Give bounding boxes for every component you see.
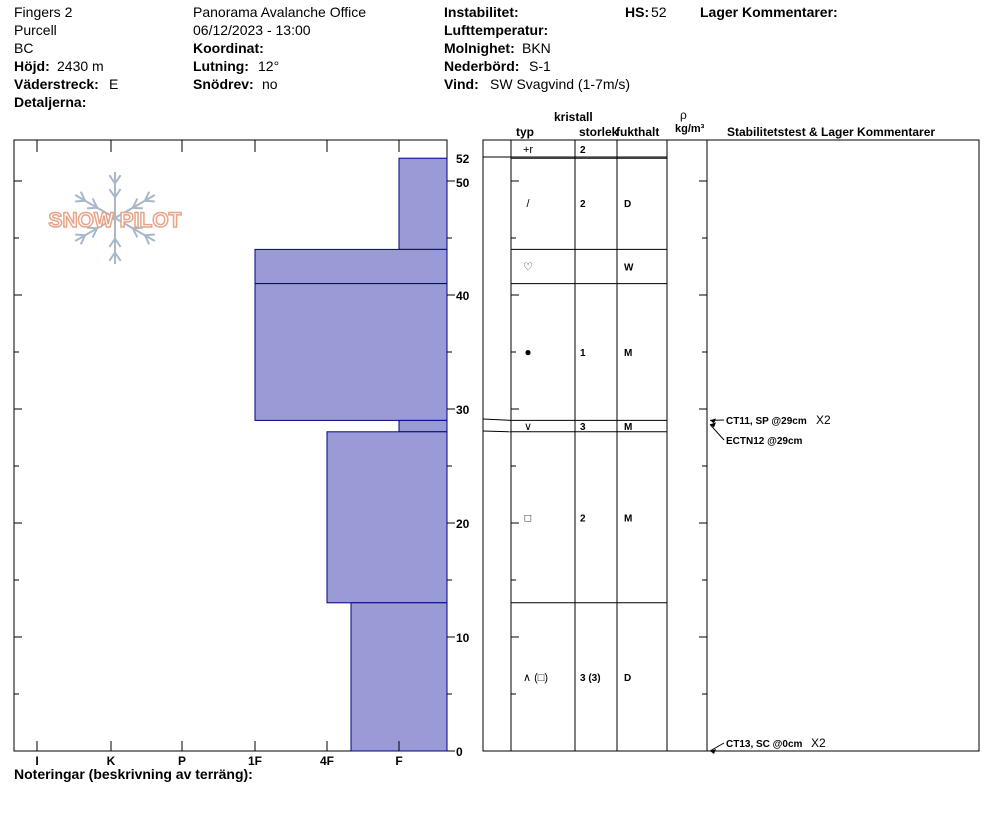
stability-test-multiplier: X2 bbox=[816, 413, 831, 427]
hardness-bar bbox=[255, 249, 447, 283]
hardness-bar bbox=[351, 603, 447, 751]
density-unit-header: kg/m³ bbox=[675, 123, 705, 135]
grain-size-value: 2 bbox=[580, 199, 586, 210]
instability-label: Instabilitet: bbox=[444, 4, 519, 20]
moisture-value: M bbox=[624, 348, 633, 359]
moisture-value: W bbox=[624, 262, 634, 274]
moisture-value: D bbox=[624, 199, 632, 210]
grain-size-value: 2 bbox=[580, 145, 586, 156]
hardness-tick-label: K bbox=[106, 754, 116, 768]
grain-type-symbol: ∨ bbox=[523, 421, 533, 434]
slope-value: 12° bbox=[258, 58, 280, 74]
hardness-tick-label: P bbox=[177, 754, 187, 768]
hardness-bar bbox=[255, 284, 447, 421]
layer-comments-label: Lager Kommentarer: bbox=[700, 4, 838, 20]
location-name: Fingers 2 bbox=[14, 4, 73, 20]
grain-type-symbol: ∧ (□) bbox=[523, 671, 549, 684]
hardness-bar bbox=[399, 158, 447, 249]
stability-test-label: ECTN12 @29cm bbox=[726, 436, 803, 447]
grain-type-symbol: / bbox=[526, 198, 530, 210]
depth-tick-label: 52 bbox=[456, 152, 470, 167]
stability-test-label: CT13, SC @0cm bbox=[726, 739, 803, 750]
wind-loading-label: Snödrev: bbox=[193, 76, 254, 92]
notes-label: Noteringar (beskrivning av terräng): bbox=[14, 766, 253, 782]
size-header: storlek bbox=[579, 125, 619, 139]
observation-datetime: 06/12/2023 - 13:00 bbox=[193, 22, 311, 38]
grain-type-symbol: ♡ bbox=[523, 261, 533, 274]
wind-value: SW Svagvind (1-7m/s) bbox=[490, 76, 631, 92]
grain-type-symbol: +r bbox=[523, 144, 534, 156]
hardness-bar bbox=[399, 420, 447, 431]
stability-test-multiplier: X2 bbox=[811, 736, 826, 750]
boundary-connector bbox=[483, 419, 511, 420]
depth-tick-label: 40 bbox=[456, 289, 470, 303]
aspect-value: E bbox=[109, 76, 119, 92]
snowflake-branch bbox=[75, 235, 85, 236]
stability-arrow-line bbox=[710, 743, 724, 751]
grain-size-value: 1 bbox=[580, 348, 586, 359]
grain-size-value: 2 bbox=[580, 513, 586, 525]
boundary-connector bbox=[483, 431, 511, 432]
type-header: typ bbox=[516, 125, 534, 139]
wind-label: Vind: bbox=[444, 76, 479, 92]
snowflake-branch bbox=[145, 235, 155, 236]
snowflake-branch bbox=[145, 201, 155, 202]
state-name: BC bbox=[14, 40, 34, 56]
hardness-tick-label: 1F bbox=[247, 754, 263, 768]
moisture-value: D bbox=[624, 672, 632, 684]
precip-label: Nederbörd: bbox=[444, 58, 520, 74]
hs-value: 52 bbox=[651, 4, 667, 20]
moisture-value: M bbox=[624, 422, 633, 434]
grain-type-symbol: □ bbox=[524, 512, 532, 525]
hardness-bar bbox=[327, 432, 447, 603]
details-label: Detaljerna: bbox=[14, 94, 87, 110]
hardness-tick-label: 4F bbox=[319, 754, 335, 768]
stability-test-label: CT11, SP @29cm bbox=[726, 416, 807, 427]
depth-tick-label: 0 bbox=[456, 745, 463, 759]
stability-arrow-head bbox=[710, 418, 716, 423]
air-temp-label: Lufttemperatur: bbox=[444, 22, 549, 38]
snowflake-branch bbox=[75, 201, 85, 202]
precip-value: S-1 bbox=[529, 58, 551, 74]
grain-size-value: 3 bbox=[580, 422, 586, 434]
grain-type-symbol: ● bbox=[524, 345, 532, 359]
hardness-tick-label: F bbox=[395, 754, 403, 768]
observer-name: Panorama Avalanche Office bbox=[193, 4, 367, 20]
wind-loading-value: no bbox=[262, 76, 278, 92]
slope-label: Lutning: bbox=[193, 58, 249, 74]
elevation-label: Höjd: bbox=[14, 58, 50, 74]
rho-header: ρ bbox=[680, 108, 687, 122]
hardness-tick-label: I bbox=[35, 754, 39, 768]
depth-tick-label: 20 bbox=[456, 517, 470, 531]
coordinate-label: Koordinat: bbox=[193, 40, 264, 56]
depth-tick-label: 30 bbox=[456, 403, 470, 417]
elevation-value: 2430 m bbox=[57, 58, 104, 74]
logo-text: SNOW PILOT bbox=[48, 209, 182, 232]
moisture-header: fukthalt bbox=[616, 125, 660, 139]
stability-arrow-head bbox=[710, 422, 716, 427]
moisture-value: M bbox=[624, 513, 633, 525]
depth-tick-label: 50 bbox=[456, 176, 470, 190]
crystal-header: kristall bbox=[554, 110, 593, 124]
aspect-label: Väderstreck: bbox=[14, 76, 99, 92]
stability-arrow-line bbox=[710, 424, 724, 440]
range-name: Purcell bbox=[14, 22, 57, 38]
depth-tick-label: 10 bbox=[456, 631, 470, 645]
sky-label: Molnighet: bbox=[444, 40, 515, 56]
hs-label: HS: bbox=[625, 4, 650, 20]
stability-header: Stabilitetstest & Lager Kommentarer bbox=[727, 125, 936, 139]
grain-size-value: 3 (3) bbox=[580, 672, 601, 684]
sky-value: BKN bbox=[522, 40, 551, 56]
snowpilot-logo bbox=[49, 172, 182, 264]
